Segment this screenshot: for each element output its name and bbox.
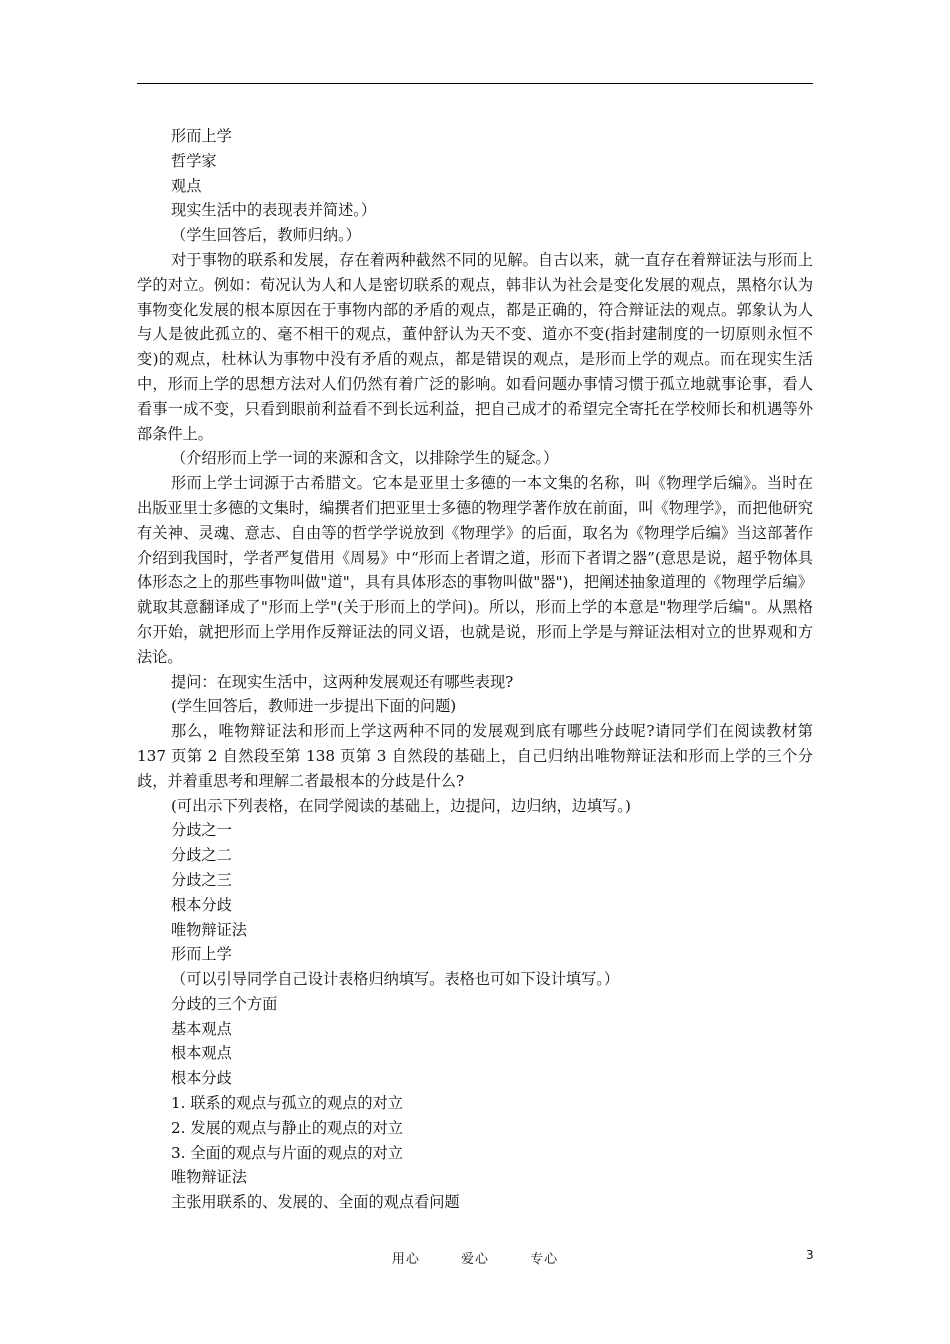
text-line: 形而上学 (171, 127, 232, 145)
text-line: (学生回答后，教师进一步提出下面的问题) (171, 697, 457, 716)
table-cell: 分歧之一 (171, 821, 232, 840)
text-line: 现实生活中的表现表并简述。） (171, 201, 377, 220)
table-cell: 基本观点 (171, 1019, 232, 1038)
header-rule (137, 83, 813, 84)
footer-motto-word: 用心 (391, 1252, 420, 1267)
paragraph-metaphysics-origin: 形而上学士词源于古希腊文。它本是亚里士多德的一本文集的名称，叫《物理学后编》。当时在出版亚里士多德的文集时，编撰者们把亚里士多德的物理学著作放在前面，叫《物理学》，而把他研究有关神、灵魂、意志、自由等的哲学学说放到《物理学》的后面，取名为《物理学后编》当这部著作介绍到我国时，学者严复借用《周易》中“形而上者谓之道，形而下者谓之器”(意思是说，超乎物体具体形态之上的那些事物叫做"道"，具有具体形态的事物叫做"器")，把阐述抽象道理的《物理学后编》就取其意翻译成了"形而上学"(关于形而上的学问)。所以，形而上学的本意是"物理学后编"。从黑格尔开始，就把形而上学用作反辩证法的同义语，也就是说，形而上学是与辩证法相对立的世界观和方法论。 (137, 474, 813, 666)
table-cell: 形而上学 (171, 945, 232, 964)
text-line: (可出示下列表格，在同学阅读的基础上，边提问，边归纳，边填写。) (171, 796, 631, 815)
table-cell: 根本分歧 (171, 895, 232, 914)
table-cell: 分歧之三 (171, 870, 232, 889)
table-cell: 3. 全面的观点与片面的观点的对立 (171, 1143, 403, 1162)
table-two (137, 992, 813, 1215)
page-footer (0, 1248, 950, 1268)
footer-motto-word: 爱心 (460, 1252, 489, 1267)
document-body (137, 124, 813, 1215)
table-cell: 主张用联系的、发展的、全面的观点看问题 (171, 1193, 460, 1212)
table-cell: 唯物辩证法 (171, 920, 247, 939)
footer-motto-word: 专心 (530, 1252, 559, 1267)
table-cell: 2. 发展的观点与静止的观点的对立 (171, 1118, 403, 1137)
text-line: 观点 (171, 176, 202, 195)
question-line: 提问：在现实生活中，这两种发展观还有哪些表现? (171, 672, 514, 691)
table-cell: 1. 联系的观点与孤立的观点的对立 (171, 1094, 403, 1113)
text-line: （学生回答后，教师归纳。） (171, 226, 361, 245)
table-cell: 分歧之二 (171, 846, 232, 865)
table-cell: 根本分歧 (171, 1069, 232, 1088)
text-line: 哲学家 (171, 151, 217, 170)
page-number: 3 (806, 1248, 814, 1262)
table-one (137, 818, 813, 967)
table-cell: 分歧的三个方面 (171, 994, 278, 1013)
paragraph-dialectics-vs-metaphysics: 对于事物的联系和发展，存在着两种截然不同的见解。自古以来，就一直存在着辩证法与形而上学的对立。例如：荀况认为人和人是密切联系的观点，韩非认为社会是变化发展的观点，黑格尔认为事物变化发展的根本原因在于事物内部的矛盾的观点，都是正确的，符合辩证法的观点。郭象认为人与人是彼此孤立的、毫不相干的观点，董仲舒认为天不变、道亦不变(指封建制度的一切原则永恒不变)的观点，杜林认为事物中没有矛盾的观点，都是错误的观点，是形而上学的观点。而在现实生活中，形而上学的思想方法对人们仍然有着广泛的影响。如看问题办事情习惯于孤立地就事论事，看人看事一成不变，只看到眼前利益看不到长远利益，把自己成才的希望完全寄托在学校师长和机遇等外部条件上。 (137, 250, 813, 443)
table-cell: 唯物辩证法 (171, 1168, 247, 1187)
table-cell: 根本观点 (171, 1044, 232, 1063)
text-line: （可以引导同学自己设计表格归纳填写。表格也可如下设计填写。） (171, 970, 620, 989)
paragraph-three-differences: 那么，唯物辩证法和形而上学这两种不同的发展观到底有哪些分歧呢?请同学们在阅读教材第 137 页第 2 自然段至第 138 页第 3 自然段的基础上，自己归纳出唯物辩证法和形而上学的三个分歧，并着重思考和理解二者最根本的分歧是什么? (137, 722, 813, 790)
text-line: （介绍形而上学一词的来源和含文，以排除学生的疑念。） (171, 449, 559, 468)
